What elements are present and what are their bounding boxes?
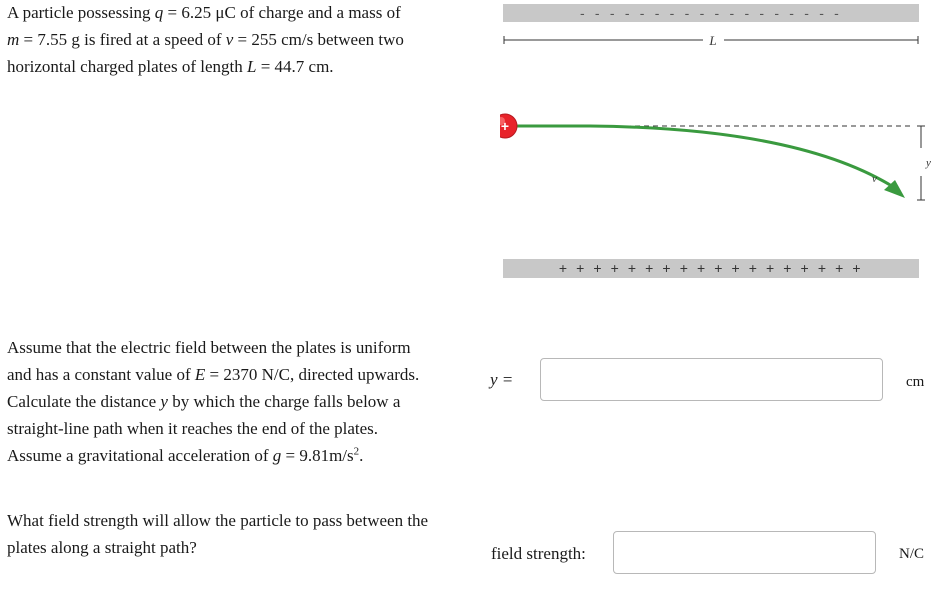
part1-text: straight-line path when it reaches the end of the plates. xyxy=(7,419,379,438)
m-symbol: m xyxy=(7,30,20,49)
y-unit-label: cm xyxy=(906,374,925,390)
part1-text: = 9.81m/s xyxy=(281,446,354,465)
field-strength-input[interactable] xyxy=(613,531,876,574)
intro-text: A particle possessing xyxy=(7,3,155,22)
q-symbol: q xyxy=(154,3,164,22)
intro-text: = 255 cm/s between two xyxy=(233,30,404,49)
y-answer-label: y = xyxy=(490,370,514,389)
part1-question xyxy=(7,334,457,469)
plates-diagram xyxy=(500,0,943,285)
deflection-dimension xyxy=(917,126,931,200)
velocity-label: v xyxy=(872,173,877,185)
y-symbol: y xyxy=(160,392,168,411)
part1-text: Assume a gravitational acceleration of xyxy=(7,446,273,465)
bottom-plate-signs: + + + + + + + + + + + + + + + + + + xyxy=(558,260,864,276)
part2-question xyxy=(7,507,467,561)
intro-text: = 44.7 cm. xyxy=(256,57,334,76)
trajectory-curve xyxy=(510,126,895,188)
part1-text: . xyxy=(359,446,364,465)
top-plate-signs: - - - - - - - - - - - - - - - - - - xyxy=(579,5,843,21)
part1-text: = 2370 N/C, directed upwards. xyxy=(205,365,420,384)
intro-text: = 7.55 g is fired at a speed of xyxy=(19,30,226,49)
L-symbol: L xyxy=(246,57,257,76)
v-symbol: v xyxy=(225,30,234,49)
y-answer-input[interactable] xyxy=(540,358,883,401)
part1-text: and has a constant value of xyxy=(7,365,195,384)
field-strength-label: field strength: xyxy=(491,544,586,563)
field-strength-unit-label: N/C xyxy=(899,546,925,562)
part2-text: What field strength will allow the particle to pass between the xyxy=(7,511,429,530)
part1-text: Assume that the electric field between the plates is uniform xyxy=(7,338,411,357)
intro-text: horizontal charged plates of length xyxy=(7,57,247,76)
intro-text: = 6.25 μC of charge and a mass of xyxy=(163,3,401,22)
length-dimension xyxy=(504,33,918,48)
charged-particle xyxy=(500,114,517,138)
part2-text: plates along a straight path? xyxy=(7,538,197,557)
particle-charge-sign: + xyxy=(500,118,510,134)
part1-text: Calculate the distance xyxy=(7,392,161,411)
problem-intro xyxy=(7,0,457,80)
part1-text: by which the charge falls below a xyxy=(167,392,401,411)
g-symbol: g xyxy=(272,446,282,465)
deflection-label: y xyxy=(926,157,931,169)
length-label: L xyxy=(709,33,717,48)
E-symbol: E xyxy=(194,365,206,384)
exponent: 2 xyxy=(353,445,360,458)
